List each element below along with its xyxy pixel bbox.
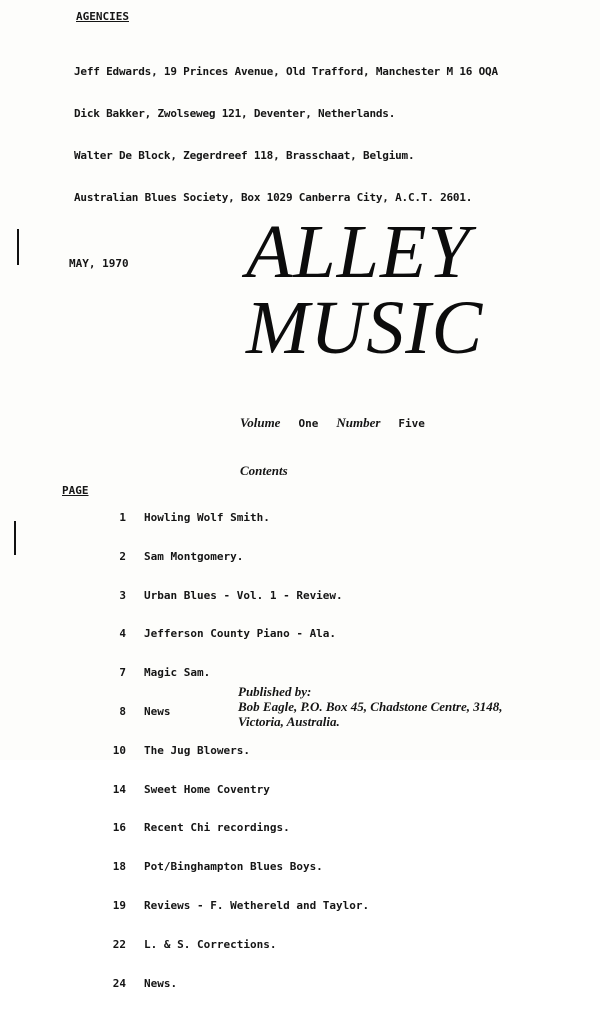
table-of-contents	[104, 486, 369, 1016]
toc-entry	[104, 745, 369, 758]
toc-page-number: 2	[119, 549, 126, 563]
agency-list	[74, 38, 498, 232]
toc-entry	[104, 939, 369, 952]
agency-entry: Australian Blues Society, Box 1029 Canberra City, A.C.T. 2601.	[74, 191, 473, 204]
toc-entry	[104, 551, 369, 564]
toc-page-number: 1	[119, 511, 126, 524]
publisher-address-line-2: Victoria, Australia.	[238, 714, 340, 729]
toc-page-number: 16	[112, 821, 126, 835]
toc-title: Recent Chi recordings.	[144, 821, 290, 835]
toc-title: Sam Montgomery.	[144, 549, 244, 563]
toc-title: News.	[144, 976, 178, 990]
title-line-2: MUSIC	[246, 286, 484, 370]
title-line-1: ALLEY	[246, 210, 471, 294]
toc-entry	[104, 900, 369, 913]
toc-page-number: 14	[112, 782, 126, 796]
toc-entry	[104, 512, 369, 525]
toc-page-number: 24	[112, 976, 126, 990]
number-label: Number	[336, 415, 381, 430]
contents-heading: Contents	[240, 463, 288, 478]
toc-entry	[104, 978, 369, 991]
margin-mark	[17, 229, 19, 265]
toc-title: Jefferson County Piano - Ala.	[144, 627, 337, 641]
page-label: PAGE	[62, 484, 89, 497]
toc-title: Sweet Home Coventry	[144, 782, 270, 796]
toc-entry	[104, 861, 369, 874]
number-value: Five	[398, 417, 425, 430]
toc-title: L. & S. Corrections.	[144, 937, 277, 951]
margin-mark	[14, 521, 16, 555]
toc-entry	[104, 667, 369, 680]
toc-page-number: 22	[112, 937, 126, 951]
toc-page-number: 4	[119, 627, 126, 641]
volume-value: One	[298, 417, 319, 430]
toc-page-number: 7	[119, 666, 126, 680]
agency-entry: Jeff Edwards, 19 Princes Avenue, Old Trafford, Manchester M 16 OQA	[74, 65, 498, 78]
agency-entry: Dick Bakker, Zwolseweg 121, Deventer, Netherlands.	[74, 107, 396, 120]
toc-page-number: 18	[112, 860, 126, 874]
toc-entry	[104, 628, 369, 641]
issue-date: MAY, 1970	[69, 257, 129, 270]
toc-title: Howling Wolf Smith.	[144, 511, 270, 524]
agency-entry: Walter De Block, Zegerdreef 118, Brasschaat, Belgium.	[74, 149, 415, 162]
toc-title: Urban Blues - Vol. 1 - Review.	[144, 588, 343, 602]
toc-page-number: 8	[119, 704, 126, 718]
toc-entry	[104, 784, 369, 797]
publisher-address-line-1: Bob Eagle, P.O. Box 45, Chadstone Centre, 3148,	[238, 699, 503, 714]
publisher-label: Published by:	[238, 684, 312, 699]
toc-page-number: 10	[112, 743, 126, 757]
toc-title: Magic Sam.	[144, 666, 211, 680]
agencies-heading: AGENCIES	[76, 10, 129, 23]
toc-entry	[104, 590, 369, 603]
toc-entry	[104, 822, 369, 835]
volume-label: Volume	[240, 415, 281, 430]
toc-page-number: 19	[112, 898, 126, 912]
volume-line	[240, 415, 425, 431]
toc-title: The Jug Blowers.	[144, 743, 250, 757]
toc-title: News	[144, 704, 171, 718]
toc-title: Reviews - F. Wethereld and Taylor.	[144, 898, 370, 912]
publisher-block	[238, 684, 502, 729]
toc-title: Pot/Binghampton Blues Boys.	[144, 860, 323, 874]
toc-page-number: 3	[119, 588, 126, 602]
magazine-title	[246, 210, 484, 370]
